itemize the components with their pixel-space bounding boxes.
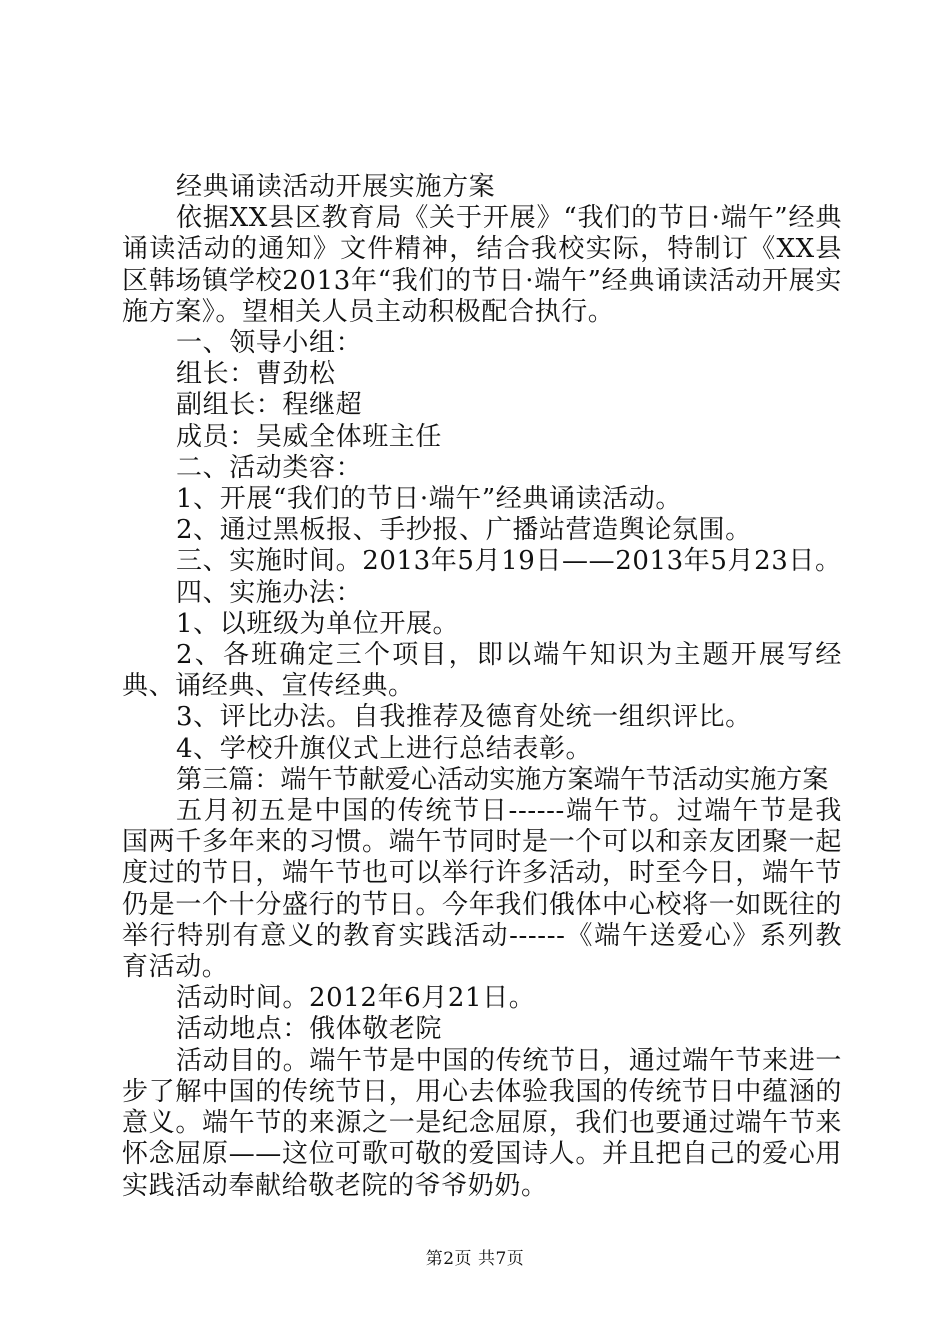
paragraph-method-2: 2、各班确定三个项目，即以端午知识为主题开展写经典、诵经典、宣传经典。 xyxy=(122,640,842,702)
paragraph-intro: 依据XX县区教育局《关于开展》“我们的节日·端午”经典诵读活动的通知》文件精神，结合我校实际，特制订《XX县区韩场镇学校2013年“我们的节日·端午”经典诵读活动开展实施方案》。望相关人员主动积极配合执行。 xyxy=(122,203,842,327)
heading-activity-content: 二、活动类容： xyxy=(176,452,363,483)
heading-leadership: 一、领导小组： xyxy=(176,328,363,359)
section-title-third: 第三篇：端午节献爱心活动实施方案端午节活动实施方案 xyxy=(176,764,829,795)
paragraph-content-2: 2、通过黑板报、手抄报、广播站营造舆论氛围。 xyxy=(176,515,752,546)
paragraph-method-3: 3、评比办法。自我推荐及德育处统一组织评比。 xyxy=(176,702,752,733)
paragraph-leader: 组长：曹劲松 xyxy=(176,359,336,390)
paragraph-members: 成员：吴威全体班主任 xyxy=(176,421,443,452)
paragraph-content-1: 1、开展“我们的节日·端午”经典诵读活动。 xyxy=(176,484,682,515)
paragraph-deputy-leader: 副组长：程继超 xyxy=(176,390,363,421)
paragraph-method-4: 4、学校升旗仪式上进行总结表彰。 xyxy=(176,733,593,764)
paragraph-time: 三、实施时间。2013年5月19日——2013年5月23日。 xyxy=(176,546,842,577)
paragraph-festival-intro: 五月初五是中国的传统节日------端午节。过端午节是我国两千多年来的习惯。端午节同时是一个可以和亲友团聚一起度过的节日，端午节也可以举行许多活动，时至今日，端午节仍是一个十分盛行的节日。今年我们俄体中心校将一如既往的举行特别有意义的教育实践活动------《端午送爱心》系列教育活动。 xyxy=(122,796,842,983)
paragraph-activity-purpose: 活动目的。端午节是中国的传统节日，通过端午节来进一步了解中国的传统节日，用心去体验我国的传统节日中蕴涵的意义。端午节的来源之一是纪念屈原，我们也要通过端午节来怀念屈原——这位可歌可敬的爱国诗人。并且把自己的爱心用实践活动奉献给敬老院的爷爷奶奶。 xyxy=(122,1045,842,1201)
paragraph-method-1: 1、以班级为单位开展。 xyxy=(176,608,460,639)
doc-title: 经典诵读活动开展实施方案 xyxy=(176,172,496,202)
paragraph-activity-location: 活动地点：俄体敬老院 xyxy=(176,1014,443,1045)
heading-methods: 四、实施办法： xyxy=(176,577,363,608)
paragraph-activity-time: 活动时间。2012年6月21日。 xyxy=(176,983,536,1014)
page-footer: 第2页 共7页 xyxy=(425,1249,525,1269)
document-body xyxy=(122,172,842,1202)
